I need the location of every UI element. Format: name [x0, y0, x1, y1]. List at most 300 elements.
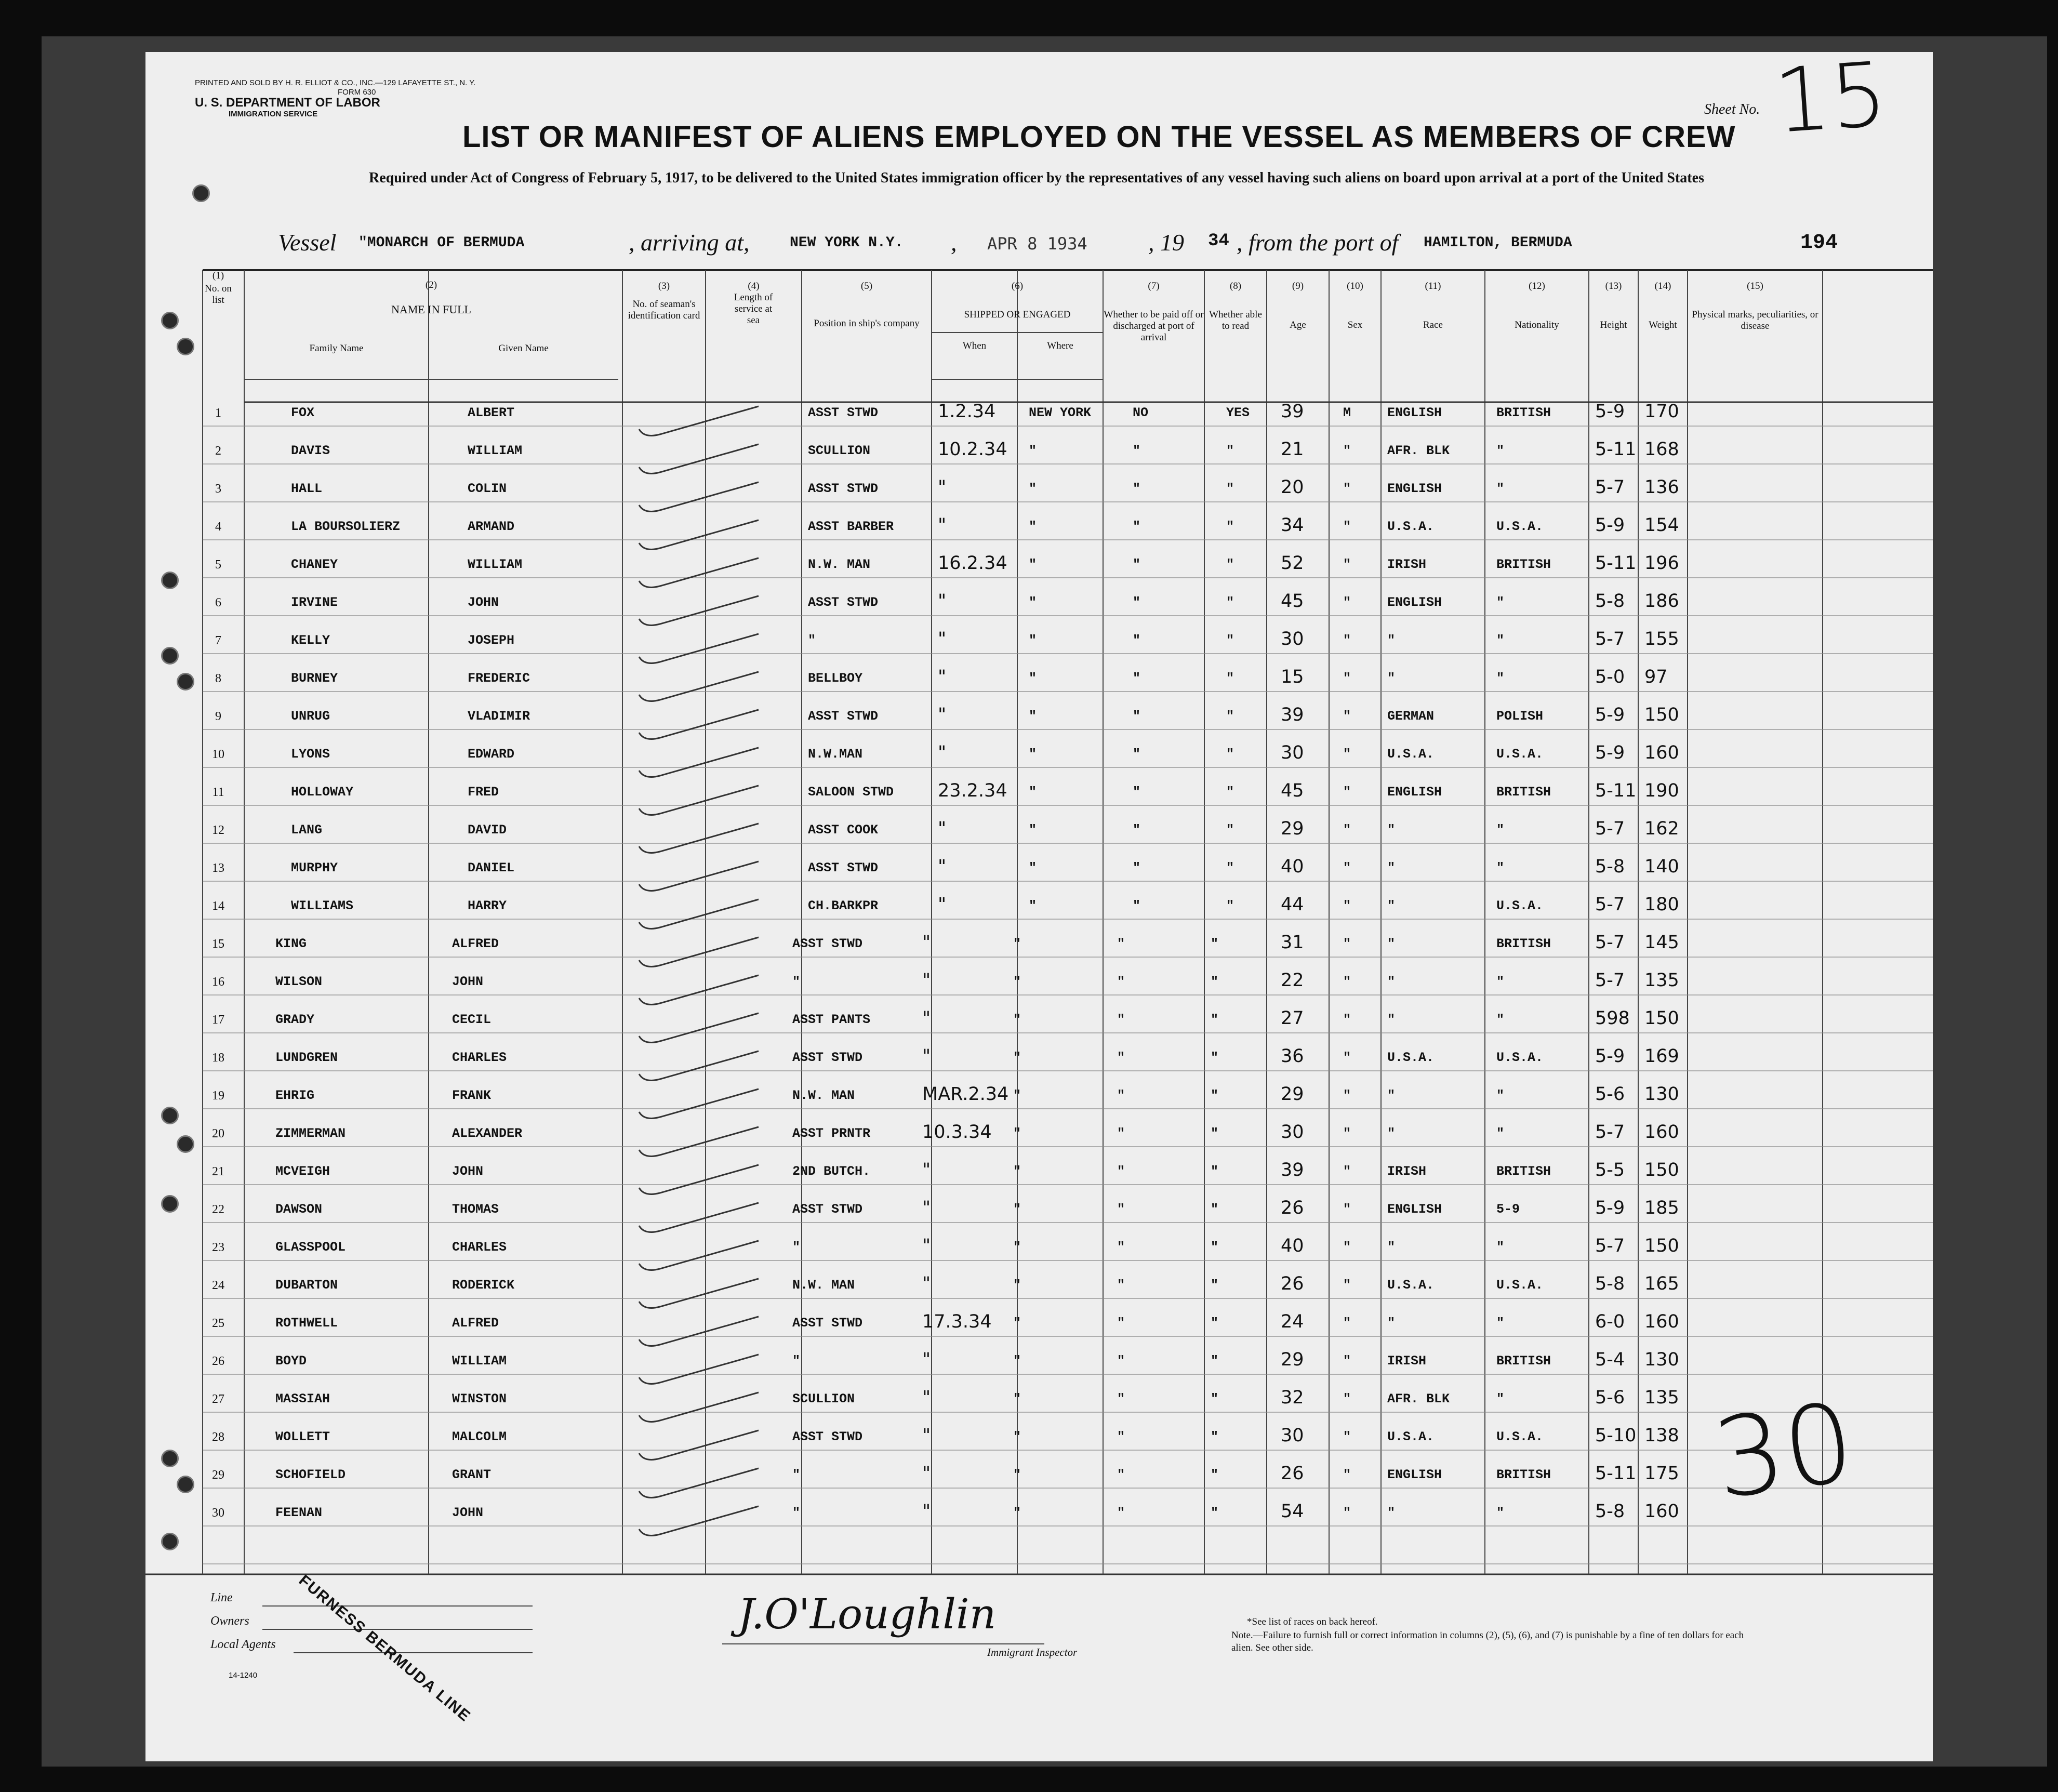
cell-given: EDWARD — [468, 747, 515, 762]
cell-weight: 130 — [1644, 1349, 1679, 1370]
cell-nationality: " — [1496, 443, 1505, 458]
document-subtitle: Required under Act of Congress of February 5, 1917, to be delivered to the United States immigration officer by the representatives of any vessel having such aliens on board upon arrival at a port of the United States — [369, 170, 1704, 186]
cell-position: ASST COOK — [808, 822, 879, 838]
cell-height: 598 — [1595, 1008, 1630, 1029]
cell-position: ASST PRNTR — [792, 1126, 871, 1141]
cell-race: ENGLISH — [1387, 595, 1442, 610]
cell-given: WINSTON — [452, 1391, 507, 1406]
cell-paid: " — [1117, 1505, 1125, 1520]
cell-given: ALBERT — [468, 405, 515, 420]
cell-race: U.S.A. — [1387, 1278, 1435, 1293]
cell-height: 5-8 — [1595, 1501, 1625, 1522]
checkmark-stroke — [639, 899, 759, 928]
cell-age: 27 — [1281, 1008, 1304, 1029]
row-number: 30 — [212, 1506, 224, 1520]
cell-height: 5-8 — [1595, 856, 1625, 877]
cell-age: 29 — [1281, 818, 1304, 839]
col-header-where: Where — [1047, 340, 1073, 351]
cell-family: BURNEY — [291, 671, 338, 686]
cell-sex: " — [1343, 1278, 1351, 1293]
cell-given: ALFRED — [452, 1316, 499, 1331]
row-number: 13 — [212, 861, 224, 875]
cell-family: CHANEY — [291, 557, 338, 572]
checkmark-stroke — [639, 1165, 759, 1194]
cell-paid: " — [1133, 595, 1141, 610]
row-number: 26 — [212, 1355, 224, 1368]
cell-paid: " — [1133, 822, 1141, 838]
cell-paid: " — [1133, 898, 1141, 913]
cell-position: ASST STWD — [792, 936, 863, 951]
checkmark-stroke — [639, 482, 759, 511]
manifest-page — [145, 43, 1933, 1761]
cell-given: WILLIAM — [468, 443, 523, 458]
cell-when: " — [922, 1273, 931, 1294]
cell-race: IRISH — [1387, 1164, 1427, 1179]
checkmark-stroke — [639, 1127, 759, 1156]
cell-sex: M — [1343, 405, 1351, 420]
row-number: 18 — [212, 1051, 224, 1065]
cell-given: CHARLES — [452, 1240, 507, 1255]
cell-position: ASST STWD — [792, 1316, 863, 1331]
checkmark-stroke — [639, 1430, 759, 1459]
cell-when: " — [938, 818, 947, 839]
cell-race: GERMAN — [1387, 709, 1435, 724]
col-header-when: When — [962, 340, 987, 351]
cell-paid: " — [1133, 481, 1141, 496]
cell-paid: " — [1117, 1050, 1125, 1065]
cell-height: 5-11 — [1595, 439, 1637, 460]
vessel-name: "MONARCH OF BERMUDA — [359, 235, 525, 251]
cell-nationality: " — [1496, 1088, 1505, 1103]
cell-weight: 160 — [1644, 1311, 1679, 1332]
cell-position: " — [808, 633, 816, 648]
cell-where: " — [1013, 1505, 1021, 1520]
cell-weight: 196 — [1644, 553, 1679, 574]
cell-read: " — [1226, 519, 1234, 534]
cell-position: " — [792, 1353, 801, 1369]
row-number: 23 — [212, 1241, 224, 1254]
cell-nationality: " — [1496, 633, 1505, 648]
col-header-paid-off: Whether to be paid off or discharged at port of arrival — [1104, 309, 1204, 343]
cell-sex: " — [1343, 822, 1351, 838]
cell-read: " — [1211, 974, 1219, 989]
cell-height: 5-7 — [1595, 970, 1625, 991]
cell-when: " — [938, 705, 947, 725]
cell-race: ENGLISH — [1387, 785, 1442, 800]
cell-when: " — [922, 1425, 931, 1446]
cell-read: " — [1226, 443, 1234, 458]
cell-age: 39 — [1281, 1160, 1304, 1180]
col-header-position: Position in ship's company — [814, 318, 920, 329]
cell-race: " — [1387, 671, 1396, 686]
cell-age: 39 — [1281, 401, 1304, 422]
cell-nationality: " — [1496, 1012, 1505, 1027]
cell-where: " — [1029, 481, 1037, 496]
cell-sex: " — [1343, 1391, 1351, 1406]
local-agents-label: Local Agents — [210, 1638, 276, 1651]
cell-read: " — [1211, 1088, 1219, 1103]
col-num-3: (3) — [658, 281, 670, 291]
col-header-race: Race — [1423, 320, 1443, 330]
sheet-number-label: Sheet No. — [1704, 101, 1760, 117]
cell-when: " — [938, 742, 947, 763]
col-num-5: (5) — [860, 281, 873, 291]
cell-paid: " — [1117, 1278, 1125, 1293]
row-number: 14 — [212, 899, 224, 913]
cell-position: N.W. MAN — [808, 557, 871, 572]
cell-sex: " — [1343, 1240, 1351, 1255]
row-number: 12 — [212, 824, 224, 837]
cell-family: ROTHWELL — [275, 1316, 338, 1331]
cell-nationality: 5-9 — [1496, 1202, 1520, 1217]
checkmark-stroke — [639, 634, 759, 663]
checkmark-stroke — [639, 406, 759, 435]
cell-height: 5-8 — [1595, 591, 1625, 612]
cell-when: " — [938, 667, 947, 687]
cell-family: WILSON — [275, 974, 323, 989]
cell-given: ARMAND — [468, 519, 515, 534]
col-header-name-in-full: NAME IN FULL — [391, 303, 471, 316]
printer-line: PRINTED AND SOLD BY H. R. ELLIOT & CO., INC.—129 LAFAYETTE ST., N. Y. — [195, 78, 476, 87]
cell-family: MASSIAH — [275, 1391, 330, 1406]
signature-line — [722, 1643, 1044, 1644]
cell-height: 5-4 — [1595, 1349, 1625, 1370]
cell-race: AFR. BLK — [1387, 443, 1450, 458]
checkmark-stroke — [639, 596, 759, 625]
arrival-port: NEW YORK N.Y. — [790, 235, 904, 251]
cell-height: 5-9 — [1595, 515, 1625, 536]
form-code: 14-1240 — [229, 1671, 258, 1680]
cell-paid: " — [1117, 1012, 1125, 1027]
checkmark-stroke — [639, 1392, 759, 1422]
checkmark-stroke — [639, 786, 759, 815]
total-crew-mark: 30 — [1706, 1378, 1862, 1524]
cell-given: CECIL — [452, 1012, 492, 1027]
checkmark-stroke — [639, 1013, 759, 1042]
cell-where: " — [1013, 974, 1021, 989]
checkmark-stroke — [639, 558, 759, 587]
cell-family: MCVEIGH — [275, 1164, 330, 1179]
arriving-label: , arriving at, — [629, 229, 750, 256]
row-number: 9 — [215, 710, 221, 723]
cell-race: " — [1387, 822, 1396, 838]
cell-given: FRANK — [452, 1088, 492, 1103]
cell-family: DAVIS — [291, 443, 330, 458]
cell-nationality: U.S.A. — [1496, 1050, 1544, 1065]
cell-sex: " — [1343, 1202, 1351, 1217]
cell-given: JOSEPH — [468, 633, 515, 648]
cell-nationality: " — [1496, 860, 1505, 875]
races-note: *See list of races on back hereof. — [1247, 1616, 1378, 1627]
cell-family: FOX — [291, 405, 315, 420]
line-label: Line — [210, 1591, 233, 1604]
cell-nationality: BRITISH — [1496, 1467, 1551, 1482]
cell-given: DAVID — [468, 822, 507, 838]
cell-family: LYONS — [291, 747, 330, 762]
col-header-able-to-read: Whether able to read — [1209, 309, 1262, 331]
cell-read: " — [1226, 709, 1234, 724]
checkmark-stroke — [639, 861, 759, 891]
cell-sex: " — [1343, 1467, 1351, 1482]
cell-when: " — [938, 856, 947, 877]
cell-read: " — [1226, 557, 1234, 572]
cell-weight: 130 — [1644, 1084, 1679, 1105]
row-number: 3 — [215, 482, 221, 496]
cell-height: 5-9 — [1595, 1046, 1625, 1067]
cell-race: ENGLISH — [1387, 405, 1442, 420]
cell-family: WILLIAMS — [291, 898, 354, 913]
col-num-8: (8) — [1229, 281, 1242, 291]
cell-race: AFR. BLK — [1387, 1391, 1450, 1406]
cell-family: UNRUG — [291, 709, 330, 724]
inspector-signature: J.O'Loughlin — [738, 1590, 997, 1638]
owners-label: Owners — [210, 1614, 249, 1628]
row-number: 7 — [215, 634, 221, 647]
cell-where: " — [1029, 595, 1037, 610]
cell-read: " — [1226, 481, 1234, 496]
checkmark-stroke — [639, 710, 759, 739]
cell-sex: " — [1343, 747, 1351, 762]
cell-height: 5-7 — [1595, 1236, 1625, 1256]
local-agents-field — [294, 1652, 533, 1653]
company-stamp: FURNESS BERMUDA LINE — [295, 1572, 474, 1725]
cell-race: IRISH — [1387, 1353, 1427, 1369]
cell-sex: " — [1343, 1088, 1351, 1103]
cell-family: DUBARTON — [275, 1278, 338, 1293]
cell-nationality: U.S.A. — [1496, 519, 1544, 534]
col-num-10: (10) — [1347, 281, 1363, 291]
page-reference: 194 — [1800, 231, 1838, 255]
cell-weight: 162 — [1644, 818, 1679, 839]
cell-where: " — [1029, 822, 1037, 838]
cell-position: ASST STWD — [792, 1429, 863, 1444]
cell-age: 20 — [1281, 477, 1304, 498]
cell-read: " — [1226, 898, 1234, 913]
year-label: , 19 — [1148, 229, 1184, 256]
cell-given: ALFRED — [452, 936, 499, 951]
cell-when: 16.2.34 — [938, 553, 1007, 574]
cell-where: " — [1013, 1088, 1021, 1103]
cell-sex: " — [1343, 709, 1351, 724]
cell-nationality: U.S.A. — [1496, 1278, 1544, 1293]
cell-sex: " — [1343, 633, 1351, 648]
cell-age: 36 — [1281, 1046, 1304, 1067]
cell-position: " — [792, 974, 801, 989]
cell-nationality: " — [1496, 1391, 1505, 1406]
cell-where: " — [1013, 1391, 1021, 1406]
cell-age: 21 — [1281, 439, 1304, 460]
cell-paid: " — [1133, 785, 1141, 800]
cell-race: " — [1387, 1316, 1396, 1331]
col-header-shipped-or-engaged: SHIPPED OR ENGAGED — [964, 309, 1071, 320]
cell-position: ASST BARBER — [808, 519, 894, 534]
cell-nationality: " — [1496, 1316, 1505, 1331]
cell-when: 17.3.34 — [922, 1311, 992, 1332]
cell-sex: " — [1343, 671, 1351, 686]
row-number: 22 — [212, 1203, 224, 1216]
cell-family: HOLLOWAY — [291, 785, 354, 800]
cell-paid: " — [1133, 671, 1141, 686]
cell-height: 5-7 — [1595, 1122, 1625, 1143]
cell-when: " — [938, 629, 947, 649]
cell-age: 22 — [1281, 970, 1304, 991]
cell-given: RODERICK — [452, 1278, 515, 1293]
cell-weight: 168 — [1644, 439, 1679, 460]
departure-port: HAMILTON, BERMUDA — [1424, 235, 1572, 251]
cell-position: ASST STWD — [808, 481, 879, 496]
cell-given: ALEXANDER — [452, 1126, 523, 1141]
cell-when: " — [922, 1046, 931, 1067]
cell-race: " — [1387, 1505, 1396, 1520]
cell-when: 23.2.34 — [938, 780, 1007, 801]
cell-paid: " — [1117, 1164, 1125, 1179]
cell-race: " — [1387, 1012, 1396, 1027]
cell-where: " — [1013, 1126, 1021, 1141]
cell-sex: " — [1343, 1050, 1351, 1065]
col-header-id-card: No. of seaman's identification card — [628, 299, 700, 321]
sheet-number: 15 — [1771, 43, 1890, 154]
cell-given: VLADIMIR — [468, 709, 530, 724]
cell-read: " — [1211, 1164, 1219, 1179]
cell-family: GRADY — [275, 1012, 315, 1027]
cell-position: 2ND BUTCH. — [792, 1164, 871, 1179]
col-num-2: (2) — [425, 280, 437, 290]
cell-read: " — [1211, 1012, 1219, 1027]
checkmark-stroke — [639, 1089, 759, 1118]
cell-when: MAR.2.34 — [922, 1084, 1009, 1105]
cell-family: FEENAN — [275, 1505, 323, 1520]
cell-when: " — [922, 1501, 931, 1522]
checkmark-stroke — [639, 1355, 759, 1384]
col-num-1: (1) — [212, 270, 224, 281]
cell-weight: 180 — [1644, 894, 1679, 915]
cell-family: KELLY — [291, 633, 330, 648]
cell-position: ASST STWD — [808, 860, 879, 875]
cell-given: THOMAS — [452, 1202, 499, 1217]
cell-age: 45 — [1281, 591, 1304, 612]
cell-height: 5-10 — [1595, 1425, 1637, 1446]
cell-position: ASST STWD — [808, 709, 879, 724]
checkmark-stroke — [639, 520, 759, 549]
checkmark-stroke — [639, 824, 759, 853]
cell-sex: " — [1343, 557, 1351, 572]
cell-position: " — [792, 1240, 801, 1255]
cell-read: " — [1226, 633, 1234, 648]
cell-race: " — [1387, 860, 1396, 875]
col-header-family-name: Family Name — [309, 343, 364, 354]
checkmark-stroke — [639, 1279, 759, 1308]
cell-where: " — [1013, 1429, 1021, 1444]
col-num-6: (6) — [1011, 281, 1024, 291]
cell-weight: 175 — [1644, 1463, 1679, 1484]
cell-paid: " — [1117, 1240, 1125, 1255]
cell-sex: " — [1343, 595, 1351, 610]
cell-sex: " — [1343, 443, 1351, 458]
cell-where: " — [1013, 1353, 1021, 1369]
cell-weight: 155 — [1644, 629, 1679, 649]
col-header-sex: Sex — [1347, 320, 1363, 330]
cell-weight: 97 — [1644, 667, 1668, 687]
cell-paid: " — [1117, 1391, 1125, 1406]
cell-family: WOLLETT — [275, 1429, 330, 1444]
cell-when: " — [922, 1160, 931, 1180]
cell-sex: " — [1343, 1429, 1351, 1444]
cell-weight: 170 — [1644, 401, 1679, 422]
cell-sex: " — [1343, 519, 1351, 534]
line-field — [262, 1605, 533, 1607]
cell-age: 26 — [1281, 1198, 1304, 1218]
cell-sex: " — [1343, 936, 1351, 951]
row-number: 21 — [212, 1165, 224, 1178]
row-number: 15 — [212, 937, 224, 951]
cell-given: COLIN — [468, 481, 507, 496]
cell-read: " — [1226, 860, 1234, 875]
cell-weight: 150 — [1644, 1160, 1679, 1180]
cell-paid: " — [1133, 747, 1141, 762]
cell-weight: 136 — [1644, 477, 1679, 498]
cell-position: SALOON STWD — [808, 785, 894, 800]
cell-height: 5-7 — [1595, 894, 1625, 915]
cell-position: ASST STWD — [808, 595, 879, 610]
cell-when: " — [922, 932, 931, 953]
cell-paid: " — [1117, 936, 1125, 951]
cell-nationality: " — [1496, 974, 1505, 989]
cell-weight: 150 — [1644, 1008, 1679, 1029]
col-header-given-name: Given Name — [498, 343, 549, 354]
cell-paid: " — [1117, 1126, 1125, 1141]
cell-given: FREDERIC — [468, 671, 530, 686]
cell-given: DANIEL — [468, 860, 515, 875]
cell-where: " — [1013, 1316, 1021, 1331]
cell-nationality: BRITISH — [1496, 936, 1551, 951]
document-title: LIST OR MANIFEST OF ALIENS EMPLOYED ON THE VESSEL AS MEMBERS OF CREW — [462, 120, 1736, 154]
cell-nationality: " — [1496, 1505, 1505, 1520]
cell-paid: NO — [1133, 405, 1149, 420]
cell-where: " — [1029, 633, 1037, 648]
row-number: 4 — [215, 520, 221, 534]
cell-family: ZIMMERMAN — [275, 1126, 346, 1141]
cell-paid: " — [1133, 709, 1141, 724]
cell-nationality: " — [1496, 1240, 1505, 1255]
row-number: 1 — [215, 406, 221, 420]
cell-height: 5-11 — [1595, 553, 1637, 574]
checkmark-stroke — [639, 937, 759, 966]
cell-age: 40 — [1281, 856, 1304, 877]
cell-race: " — [1387, 1240, 1396, 1255]
cell-read: YES — [1226, 405, 1250, 420]
cell-age: 44 — [1281, 894, 1304, 915]
cell-position: N.W. MAN — [792, 1088, 855, 1103]
row-number: 20 — [212, 1127, 224, 1140]
cell-sex: " — [1343, 785, 1351, 800]
cell-sex: " — [1343, 481, 1351, 496]
row-number: 5 — [215, 558, 221, 572]
cell-height: 5-9 — [1595, 705, 1625, 725]
cell-where: " — [1029, 747, 1037, 762]
checkmark-stroke — [639, 975, 759, 1004]
cell-age: 30 — [1281, 629, 1304, 649]
cell-weight: 138 — [1644, 1425, 1679, 1446]
cell-age: 31 — [1281, 932, 1304, 953]
cell-age: 32 — [1281, 1387, 1304, 1408]
cell-family: GLASSPOOL — [275, 1240, 346, 1255]
col-num-4: (4) — [748, 281, 760, 291]
vessel-label: Vessel — [278, 229, 337, 256]
cell-sex: " — [1343, 974, 1351, 989]
cell-when: " — [922, 1349, 931, 1370]
row-number: 10 — [212, 748, 224, 761]
cell-where: " — [1013, 1240, 1021, 1255]
